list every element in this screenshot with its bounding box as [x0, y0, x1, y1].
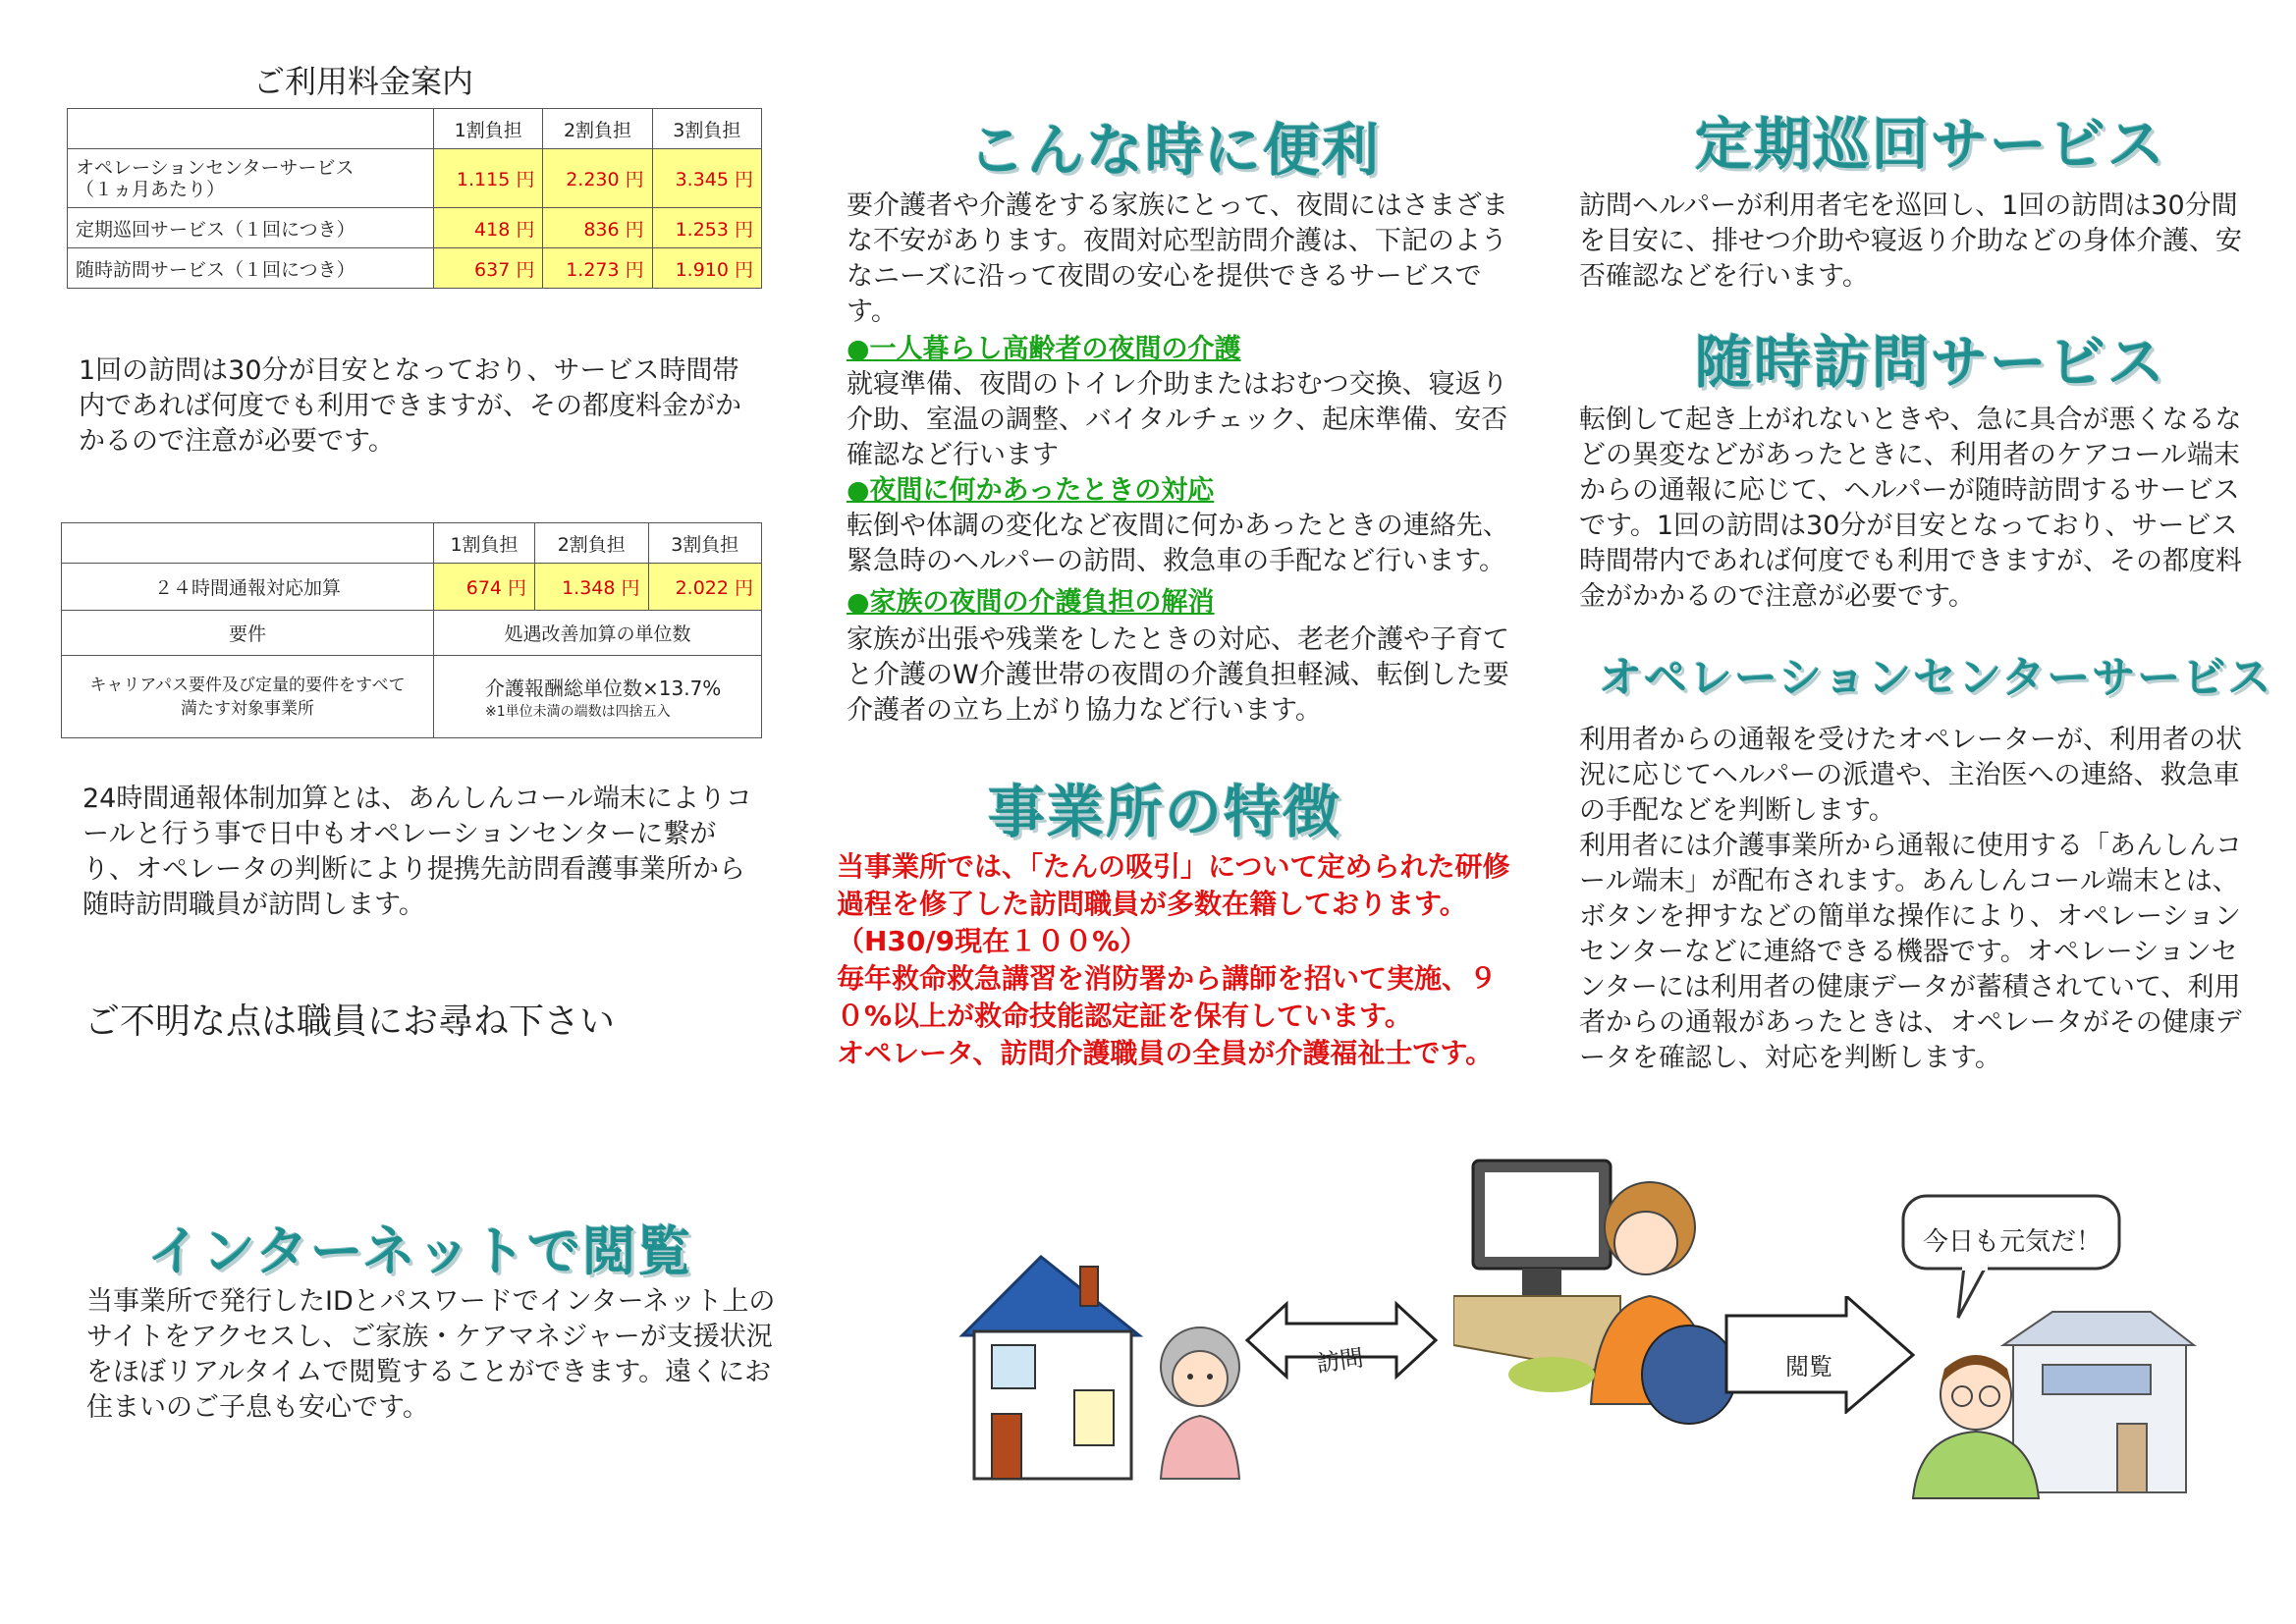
fee-header: 2割負担	[543, 109, 652, 149]
fee-cell: 836 円	[543, 208, 652, 248]
computer-monitor-icon	[1473, 1161, 1611, 1296]
fee-cell: 1.910 円	[652, 248, 761, 289]
fee-cell: 418 円	[434, 208, 543, 248]
visit-arrow-label: 訪問	[1314, 1343, 1366, 1379]
periodic-heading: 定期巡回サービス	[1695, 111, 2167, 178]
fee-row-label: 随時訪問サービス（１回につき）	[68, 248, 434, 289]
addon-req-value: 処遇改善加算の単位数	[434, 611, 762, 656]
addon-table-corner	[62, 523, 434, 564]
features-text: 当事業所では、「たんの吸引」について定められた研修過程を修了した訪問職員が多数在籍しております。（H30/9現在１００%） 毎年救命救急講習を消防署から講師を招いて実施、９０%以上が救命技能認定証を保有しています。 オペレータ、訪問介護職員の全員が介護福祉士です。	[837, 850, 1510, 1069]
fee-cell: 1.115 円	[434, 149, 543, 208]
convenient-item-text: 就寝準備、夜間のトイレ介助またはおむつ交換、寝返り介助、室温の調整、バイタルチェック、起床準備、安否確認など行います	[847, 369, 1508, 470]
fee-cell: 1.253 円	[652, 208, 761, 248]
fee-row-label: 定期巡回サービス（１回につき）	[68, 208, 434, 248]
addon-cell: 1.348 円	[535, 564, 648, 611]
convenient-item-title: ●一人暮らし高齢者の夜間の介護	[847, 334, 1241, 364]
addon-header: 3割負担	[648, 523, 762, 564]
addon-row-label: ２４時間通報対応加算	[62, 564, 434, 611]
addon-table	[61, 522, 762, 738]
house-icon	[2003, 1312, 2194, 1492]
fee-row-label: オペレーションセンターサービス （１ヵ月あたり）	[68, 149, 434, 208]
addon-cell: 674 円	[434, 564, 535, 611]
addon-cond-label: キャリアパス要件及び定量的要件をすべて 満たす対象事業所	[62, 656, 434, 738]
inquiry-text: ご不明な点は職員にお尋ね下さい	[84, 1001, 616, 1042]
convenient-item-title: ●家族の夜間の介護負担の解消	[847, 587, 1215, 618]
fee-cell: 2.230 円	[543, 149, 652, 208]
ondemand-text: 転倒して起き上がれないときや、急に具合が悪くなるなどの異変などがあったときに、利用者のケアコール端末からの通報に応じて、ヘルパーが随時訪問するサービスです。1回の訪問は30分が目安となっており、サービス時間帯内であれば何度でも利用できますが、その都度料金がかかるので注意が必要です。	[1579, 405, 2242, 612]
fee-cell: 637 円	[434, 248, 543, 289]
house-icon	[962, 1257, 1139, 1479]
elderly-woman-icon	[1161, 1327, 1239, 1479]
house-and-elder-illustration	[943, 1139, 1257, 1492]
fee-note: 1回の訪問は30分が目安となっており、サービス時間帯内であれば何度でも利用できますが、その都度料金がかかるので注意が必要です。	[79, 355, 741, 457]
convenient-heading: こんな時に便利	[968, 117, 1382, 184]
convenient-intro: 要介護者や介護をする家族にとって、夜間にはさまざまな不安があります。夜間対応型訪問介護は、下記のようなニーズに沿って夜間の安心を提供できるサービスです。	[847, 190, 1508, 327]
operation-text: 利用者からの通報を受けたオペレーターが、利用者の状況に応じてヘルパーの派遣や、主治医への連絡、救急車の手配などを判断します。 利用者には介護事業所から通報に使用する「あんしんコール端末」が配布されます。あんしんコール端末とは、ボタンを押すなどの簡単な操作により、オペレーションセンターなどに連絡できる機器です。オペレーションセンターには利用者の健康データが蓄積されていて、利用者からの通報があったときは、オペレータがその健康データを確認し、対応を判断します。	[1579, 725, 2242, 1073]
family-viewer-illustration	[1905, 1306, 2200, 1502]
convenient-item-text: 転倒や体調の変化など夜間に何かあったときの連絡先、緊急時のヘルパーの訪問、救急車の手配など行います。	[847, 511, 1509, 576]
addon-header: 1割負担	[434, 523, 535, 564]
fee-header: 1割負担	[434, 109, 543, 149]
speech-bubble-text: 今日も元気だ！	[1923, 1227, 2103, 1257]
addon-note: 24時間通報体制加算とは、あんしんコール端末によりコールと行う事で日中もオペレーションセンターに繋がり、オペレータの判断により提携先訪問看護事業所から随時訪問職員が訪問します。	[82, 784, 752, 920]
fee-cell: 3.345 円	[652, 149, 761, 208]
features-heading: 事業所の特徴	[988, 779, 1342, 845]
browse-arrow-label: 閲覧	[1785, 1353, 1832, 1380]
addon-header: 2割負担	[535, 523, 648, 564]
ondemand-heading: 随時訪問サービス	[1695, 329, 2167, 396]
internet-text: 当事業所で発行したIDとパスワードでインターネット上のサイトをアクセスし、ご家族・ケアマネジャーが支援状況をほぼリアルタイムで閲覧することができます。遠くにお住まいのご子息も安心です。	[86, 1286, 776, 1423]
addon-cond-note: ※1単位未満の端数は四捨五入	[485, 704, 671, 720]
addon-cond-value: 介護報酬総単位数×13.7%	[485, 677, 722, 700]
fee-cell: 1.273 円	[543, 248, 652, 289]
operator-illustration	[1453, 1149, 1738, 1434]
periodic-text: 訪問ヘルパーが利用者宅を巡回し、1回の訪問は30分間を目安に、排せつ介助や寝返り介助などの身体介護、安否確認などを行います。	[1579, 190, 2242, 292]
fee-table-corner	[68, 109, 434, 149]
fee-table-title: ご利用料金案内	[253, 63, 474, 100]
convenient-item-title: ●夜間に何かあったときの対応	[847, 475, 1215, 506]
fee-table	[67, 108, 762, 289]
addon-req-label: 要件	[62, 611, 434, 656]
operation-heading: オペレーションセンターサービス	[1599, 653, 2273, 703]
addon-cell: 2.022 円	[648, 564, 762, 611]
convenient-item-text: 家族が出張や残業をしたときの対応、老老介護や子育てと介護のW介護世帯の夜間の介護負担軽減、転倒した要介護者の立ち上がり協力など行います。	[847, 624, 1509, 726]
internet-heading: インターネットで閲覧	[147, 1220, 693, 1282]
fee-header: 3割負担	[652, 109, 761, 149]
addon-cond-cell	[434, 656, 762, 738]
